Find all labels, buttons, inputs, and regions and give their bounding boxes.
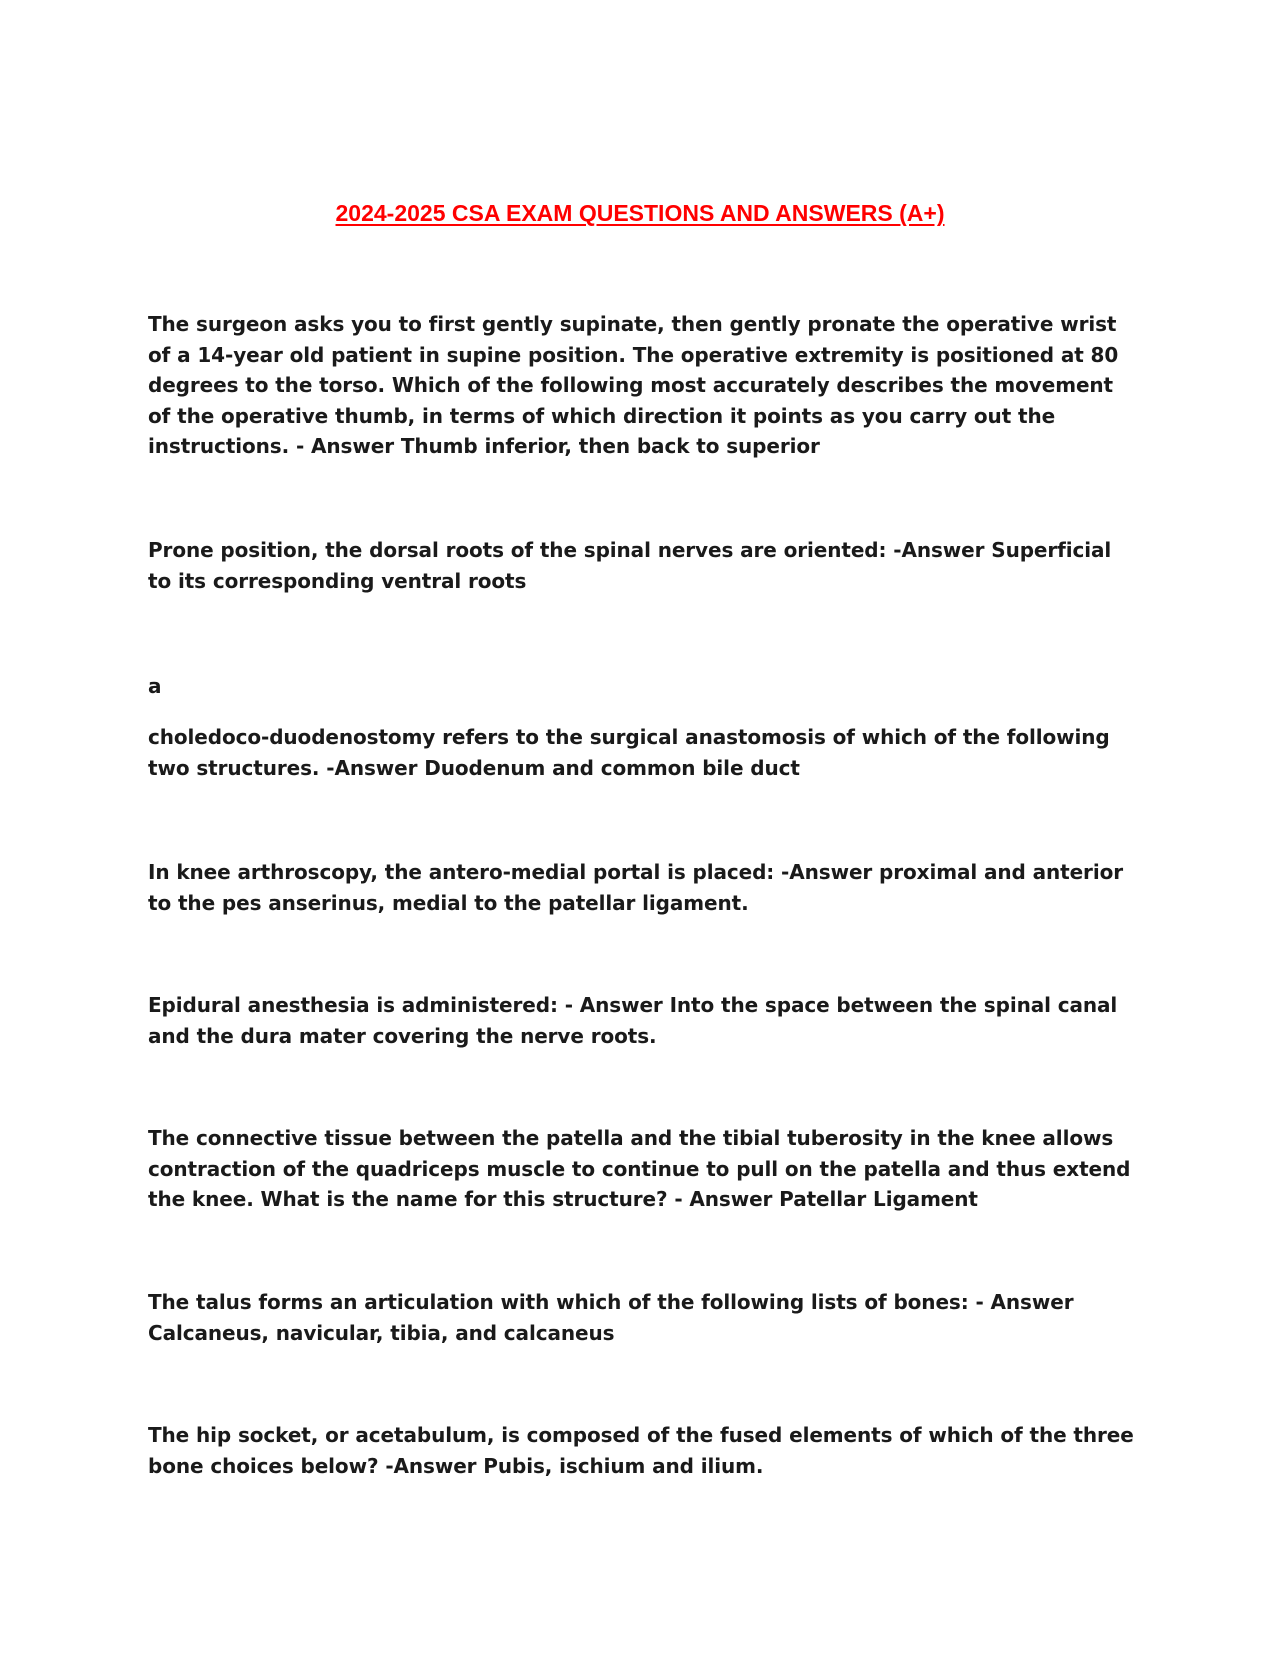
qa-paragraph-3: a bbox=[148, 674, 162, 698]
qa-paragraph-2: Prone position, the dorsal roots of the spinal nerves are oriented: -Answer Superficial to its corresponding ventral roots bbox=[148, 538, 1112, 593]
qa-paragraph-9: The hip socket, or acetabulum, is composed of the fused elements of which of the three bone choices below? -Answer Pubis, ischium and ilium. bbox=[148, 1423, 1134, 1478]
qa-paragraph-7: The connective tissue between the patella and the tibial tuberosity in the knee allows contraction of the quadriceps muscle to continue to pull on the patella and thus extend the knee. What is the name for this structure? - Answer Patellar Ligament bbox=[148, 1126, 1131, 1211]
qa-paragraph-6: Epidural anesthesia is administered: - Answer Into the space between the spinal canal and the dura mater covering the nerve roots. bbox=[148, 993, 1118, 1048]
qa-paragraph-5: In knee arthroscopy, the antero-medial portal is placed: -Answer proximal and anterior to the pes anserinus, medial to the patellar ligament. bbox=[148, 860, 1123, 915]
page-title: 2024-2025 CSA EXAM QUESTIONS AND ANSWERS (A+) bbox=[335, 200, 945, 226]
qa-paragraph-4: choledoco-duodenostomy refers to the surgical anastomosis of which of the following two structures. -Answer Duodenum and common bile duct bbox=[148, 725, 1110, 780]
qa-paragraph-1: The surgeon asks you to first gently supinate, then gently pronate the operative wrist of a 14-year old patient in supine position. The operative extremity is positioned at 80 degrees to the torso. Which of the following most accurately describes the movement of the operative thumb, in terms of which direction it points as you carry out the instructions. - Answer Thumb inferior, then back to superior bbox=[148, 312, 1119, 458]
qa-paragraph-8: The talus forms an articulation with which of the following lists of bones: - Answer Calcaneus, navicular, tibia, and calcaneus bbox=[148, 1290, 1074, 1345]
